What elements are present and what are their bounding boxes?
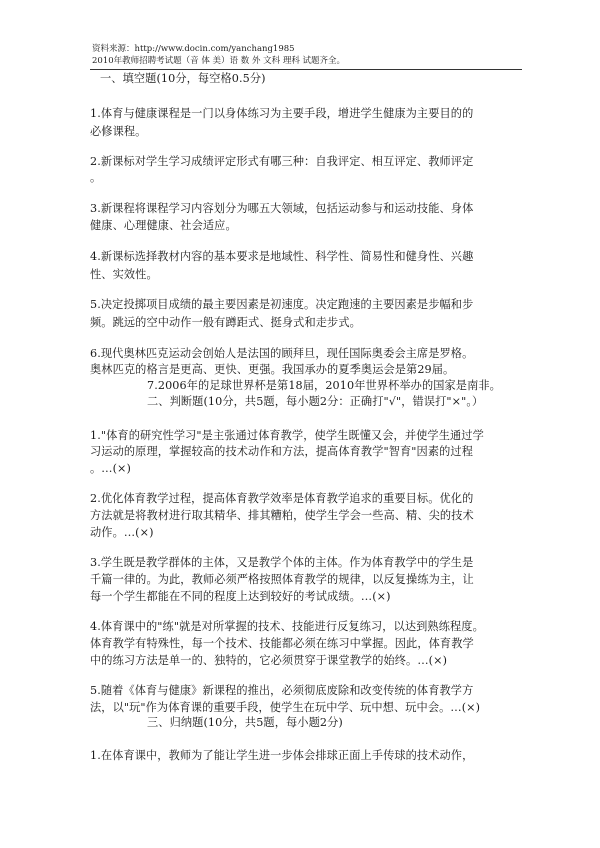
- fill-q2-line2: 。: [90, 171, 102, 184]
- judge-q5-line1: 5.随着《体育与健康》新课程的推出，必须彻底废除和改变传统的体育教学方: [90, 684, 474, 697]
- fill-q2-line1: 2.新课标对学生学习成绩评定形式有哪三种：自我评定、相互评定、教师评定: [90, 155, 474, 168]
- fill-q4-line2: 性、实效性。: [90, 268, 158, 281]
- judge-q2-line3: 动作。…(×): [90, 526, 154, 539]
- fill-q3-line2: 健康、心理健康、社会适应。: [90, 219, 237, 232]
- fill-q5-line1: 5.决定投掷项目成绩的最主要因素是初速度。决定跑速的主要因素是步幅和步: [90, 298, 474, 311]
- fill-q7: 7.2006年的足球世界杯是第18届，2010年世界杯举办的国家是南非。: [147, 379, 501, 392]
- judge-q3-line3: 每一个学生都能在不同的程度上达到较好的考试成绩。…(×): [90, 590, 391, 603]
- header-subtitle: 2010年教师招聘考试题（音 体 美）语 数 外 文科 理科 试题齐全。: [92, 56, 346, 66]
- judge-q4-line1: 4.体育课中的"练"就是对所掌握的技术、技能进行反复练习，以达到熟练程度。: [90, 620, 484, 633]
- section-title-summary: 三、归纳题(10分，共5题，每小题2分): [147, 716, 343, 729]
- fill-q1-line2: 必修课程。: [90, 125, 147, 138]
- source-line: 资料来源：http://www.docin.com/yanchang1985: [92, 44, 295, 54]
- summary-q1-line1: 1.在体育课中，教师为了能让学生进一步体会排球正面上手传球的技术动作，: [90, 749, 474, 762]
- fill-q5-line2: 频。跳远的空中动作一般有蹲距式、挺身式和走步式。: [90, 316, 361, 329]
- fill-q1-line1: 1.体育与健康课程是一门以身体练习为主要手段，增进学生健康为主要目的的: [90, 107, 474, 120]
- section-title-fill: 一、填空题(10分，每空格0.5分): [100, 72, 266, 85]
- judge-q1-line3: 。…(×): [90, 462, 131, 475]
- judge-q3-line1: 3.学生既是教学群体的主体，又是教学个体的主体。作为体育教学中的学生是: [90, 556, 474, 569]
- fill-q6-line1: 6.现代奥林匹克运动会创始人是法国的顾拜旦，现任国际奥委会主席是罗格。: [90, 347, 474, 360]
- header-divider: [90, 69, 522, 70]
- judge-q3-line2: 千篇一律的。为此，教师必须严格按照体育教学的规律，以反复操练为主，让: [90, 573, 474, 586]
- section-title-judge: 二、判断题(10分，共5题，每小题2分：正确打"√"，错误打"×"。）: [147, 395, 484, 408]
- judge-q2-line2: 方法就是将教材进行取其精华、排其糟粕，使学生学会一些高、精、尖的技术: [90, 509, 474, 522]
- fill-q3-line1: 3.新课程将课程学习内容划分为哪五大领域，包括运动参与和运动技能、身体: [90, 202, 474, 215]
- fill-q4-line1: 4.新课标选择教材内容的基本要求是地域性、科学性、简易性和健身性、兴趣: [90, 250, 474, 263]
- fill-q6-line2: 奥林匹克的格言是更高、更快、更强。我国承办的夏季奥运会是第29届。: [90, 363, 455, 376]
- judge-q4-line3: 中的练习方法是单一的、独特的，它必须贯穿于课堂教学的始终。…(×): [90, 654, 448, 667]
- judge-q4-line2: 体育教学有特殊性，每一个技术、技能都必须在练习中掌握。因此，体育教学: [90, 637, 474, 650]
- judge-q2-line1: 2.优化体育教学过程，提高体育教学效率是体育教学追求的重要目标。优化的: [90, 492, 474, 505]
- judge-q1-line1: 1."体育的研究性学习"是主张通过体育教学，使学生既懂又会，并使学生通过学: [90, 429, 484, 442]
- judge-q5-line2: 法，以"玩"作为体育课的重要手段，使学生在玩中学、玩中想、玩中会。…(×): [90, 701, 481, 714]
- judge-q1-line2: 习运动的原理，掌握较高的技术动作和方法，提高体育教学"智育"因素的过程: [90, 445, 473, 458]
